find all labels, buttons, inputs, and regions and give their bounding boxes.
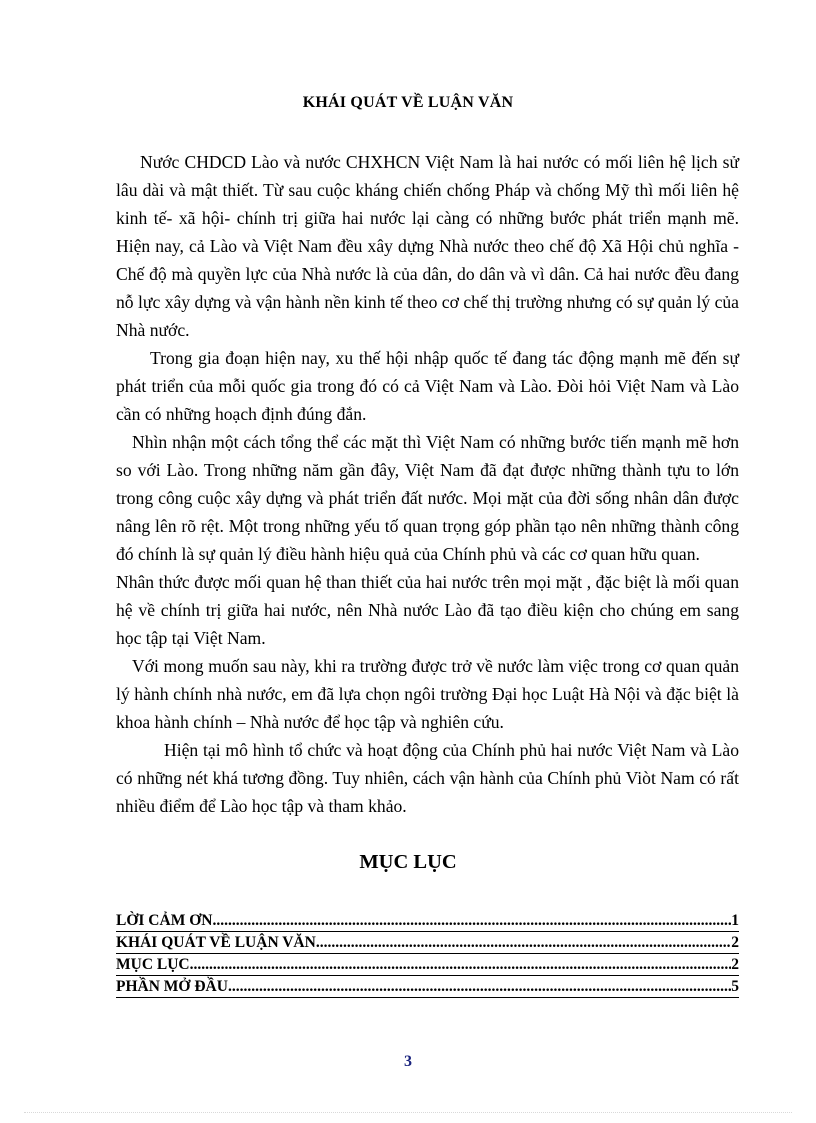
toc-entry-muc-luc[interactable] — [116, 954, 739, 976]
toc-heading: MỤC LỤC — [359, 851, 457, 873]
toc-dot-leader — [228, 976, 731, 998]
toc-entry-khai-quat[interactable] — [116, 932, 739, 954]
toc-entry-label: PHẦN MỞ ĐẦU — [116, 978, 228, 995]
toc-entry-page: 5 — [731, 978, 739, 995]
page-number: 3 — [404, 1053, 412, 1070]
toc-dot-leader — [190, 954, 732, 976]
document-title: KHÁI QUÁT VỀ LUẬN VĂN — [302, 94, 514, 111]
paragraph-1: Nước CHDCD Lào và nước CHXHCN Việt Nam là hai nước có mối liên hệ lịch sử lâu dài và mật thiết. Từ sau cuộc kháng chiến chống Pháp và chống Mỹ thì mối liên hệ kinh tế- xã hội- chính trị giữa hai nước lại càng có những bước phát triển mạnh mẽ. Hiện nay, cả Lào và Việt Nam đều xây dựng Nhà nước theo chế độ Xã Hội chủ nghĩa - Chế độ mà quyền lực của Nhà nước là của dân, do dân và vì dân. Cả hai nước đều đang nỗ lực xây dựng và vận hành nền kinh tế theo cơ chế thị trường nhưng có sự quản lý của Nhà nước. — [116, 152, 739, 340]
paragraph-6: Hiện tại mô hình tổ chức và hoạt động của Chính phủ hai nước Việt Nam và Lào có những nét khá tương đồng. Tuy nhiên, cách vận hành của Chính phủ Viòt Nam có rất nhiều điểm để Lào học tập và tham khảo. — [116, 740, 739, 816]
toc-entry-label: MỤC LỤC — [116, 956, 190, 973]
toc-entry-page: 1 — [731, 912, 739, 929]
paragraph-3: Nhìn nhận một cách tổng thể các mặt thì Việt Nam có những bước tiến mạnh mẽ hơn so với Lào. Trong những năm gần đây, Việt Nam đã đạt được những thành tựu to lớn trong công cuộc xây dựng và phát triển đất nước. Mọi mặt của đời sống nhân dân được nâng lên rõ rệt. Một trong những yếu tố quan trọng góp phần tạo nên những thành công đó chính là sự quản lý điều hành hiệu quả của Chính phủ và các cơ quan hữu quan. — [116, 432, 739, 564]
toc-dot-leader — [212, 910, 731, 932]
body-text — [116, 148, 739, 820]
paragraph-5: Với mong muốn sau này, khi ra trường được trở về nước làm việc trong cơ quan quản lý hành chính nhà nước, em đã lựa chọn ngôi trường Đại học Luật Hà Nội và đặc biệt là khoa hành chính – Nhà nước để học tập và nghiên cứu. — [116, 656, 739, 732]
page-bottom-divider — [24, 1112, 792, 1113]
toc-entry-phan-mo-dau[interactable] — [116, 976, 739, 998]
toc-dot-leader — [316, 932, 731, 954]
toc-entry-page: 2 — [731, 956, 739, 973]
toc-entry-loi-cam-on[interactable] — [116, 910, 739, 932]
table-of-contents — [116, 910, 739, 998]
toc-entry-label: KHÁI QUÁT VỀ LUẬN VĂN — [116, 934, 316, 951]
toc-entry-label: LỜI CẢM ƠN — [116, 912, 213, 929]
paragraph-4: Nhân thức được mối quan hệ than thiết của hai nước trên mọi mặt , đặc biệt là mối quan hệ về chính trị giữa hai nước, nên Nhà nước Lào đã tạo điều kiện cho chúng em sang học tập tại Việt Nam. — [116, 572, 739, 648]
toc-entry-page: 2 — [731, 934, 739, 951]
paragraph-2: Trong gia đoạn hiện nay, xu thế hội nhập quốc tế đang tác động mạnh mẽ đến sự phát triển của mỗi quốc gia trong đó có cả Việt Nam và Lào. Đòi hỏi Việt Nam và Lào cần có những hoạch định đúng đắn. — [116, 348, 739, 424]
